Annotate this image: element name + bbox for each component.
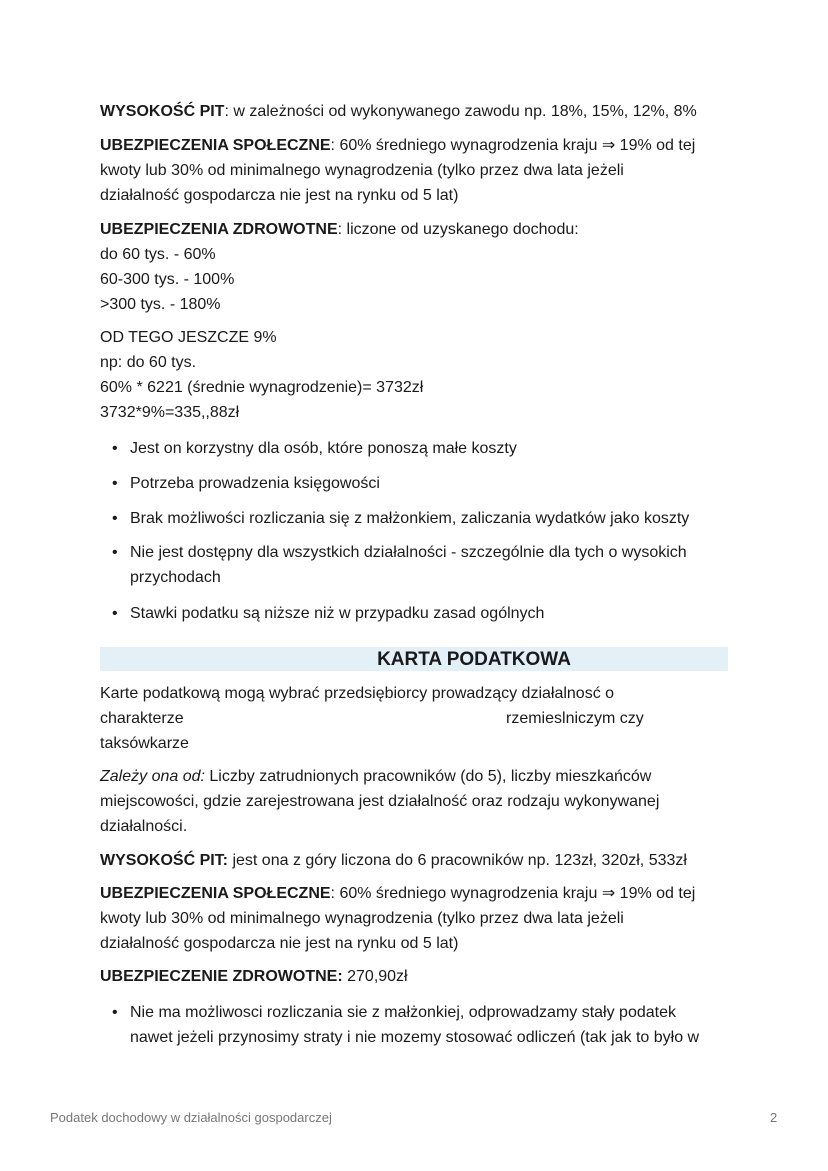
label: UBEZPIECZENIE ZDROWOTNE: [100, 968, 343, 985]
label: Zależy ona od: [100, 768, 205, 785]
label: UBEZPIECZENIA ZDROWOTNE [100, 221, 338, 238]
text: kwoty lub 30% od minimalnego wynagrodzenia (tylko przez dwa lata jeżeli [100, 162, 624, 179]
text: : liczone od uzyskanego dochodu: [337, 221, 579, 238]
health-insurance-paragraph [100, 217, 740, 317]
list-item: • Nie ma możliwosci rozliczania sie z małżonkiej, odprowadzamy stały podatek nawet jeżeli przynosimy straty i nie mozemy stosować odliczeń (tak jak to było w [100, 1000, 740, 1050]
text: Liczby zatrudnionych pracowników (do 5), liczby mieszkańców [204, 768, 652, 785]
pit-paragraph-2 [100, 848, 740, 873]
depends-paragraph [100, 764, 740, 839]
text: charakterze [100, 710, 184, 727]
label: UBEZPIECZENIA SPOŁECZNE [100, 885, 331, 902]
text: taksówkarze [100, 735, 189, 752]
section-heading: KARTA PODATKOWA [377, 649, 571, 670]
list-item: • Jest on korzystny dla osób, które ponoszą małe koszty [100, 436, 740, 461]
bullet-list-2 [100, 1000, 740, 1050]
text: 270,90zł [342, 968, 408, 985]
text: Karte podatkową mogą wybrać przedsiębiorcy prowadzący działalnosć o [100, 685, 615, 702]
text: rzemieslniczym czy [506, 710, 644, 727]
health-insurance-paragraph-2 [100, 964, 740, 989]
list-item: • Stawki podatku są niższe niż w przypadku zasad ogólnych [100, 601, 740, 626]
label: WYSOKOŚĆ PIT [100, 103, 225, 120]
text: kwoty lub 30% od minimalnego wynagrodzenia (tylko przez dwa lata jeżeli [100, 910, 624, 927]
text: działalność gospodarcza nie jest na rynku od 5 lat) [100, 187, 459, 204]
text: : w zależności od wykonywanego zawodu np. 18%, 15%, 12%, 8% [224, 103, 697, 120]
calculation-paragraph [100, 325, 740, 425]
text: >300 tys. - 180% [100, 296, 221, 313]
intro-paragraph [100, 681, 740, 756]
label: WYSOKOŚĆ PIT: [100, 852, 229, 869]
social-insurance-paragraph [100, 133, 740, 208]
list-item: • Nie jest dostępny dla wszystkich działalności - szczególnie dla tych o wysokich przychodach [100, 540, 740, 590]
text: 60-300 tys. - 100% [100, 271, 235, 288]
text: : 60% średniego wynagrodzenia kraju ⇒ 19% od tej [330, 137, 696, 154]
list-item: • Potrzeba prowadzenia księgowości [100, 471, 740, 496]
text: np: do 60 tys. [100, 354, 197, 371]
list-item: • Brak możliwości rozliczania się z małżonkiem, zaliczania wydatków jako koszty [100, 506, 740, 531]
page-number: 2 [770, 1110, 778, 1125]
text: do 60 tys. - 60% [100, 246, 216, 263]
text: 60% * 6221 (średnie wynagrodzenie)= 3732zł [100, 379, 424, 396]
text: działalność gospodarcza nie jest na rynku od 5 lat) [100, 935, 459, 952]
text: miejscowości, gdzie zarejestrowana jest działalność oraz rodzaju wykonywanej [100, 793, 660, 810]
social-insurance-paragraph-2 [100, 881, 740, 956]
text: 3732*9%=335,,88zł [100, 404, 240, 421]
bullet-list [100, 436, 740, 626]
text: : 60% średniego wynagrodzenia kraju ⇒ 19% od tej [330, 885, 696, 902]
label: UBEZPIECZENIA SPOŁECZNE [100, 137, 331, 154]
text: jest ona z góry liczona do 6 pracowników np. 123zł, 320zł, 533zł [228, 852, 687, 869]
footer-title: Podatek dochodowy w działalności gospodarczej [50, 1110, 332, 1125]
text: działalności. [100, 818, 188, 835]
pit-paragraph [100, 99, 740, 124]
text: OD TEGO JESZCZE 9% [100, 329, 277, 346]
